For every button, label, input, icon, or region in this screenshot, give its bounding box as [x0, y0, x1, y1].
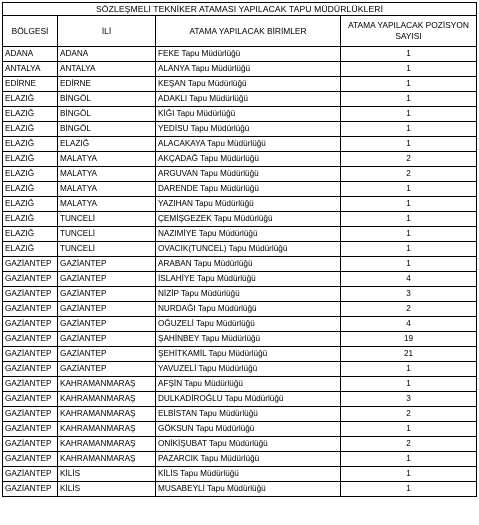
- cell-count: 1: [341, 362, 477, 377]
- cell-unit: KİĞI Tapu Müdürlüğü: [156, 107, 341, 122]
- cell-count: 2: [341, 302, 477, 317]
- cell-region: ELAZIĞ: [3, 167, 58, 182]
- cell-unit: ARABAN Tapu Müdürlüğü: [156, 257, 341, 272]
- cell-region: GAZİANTEP: [3, 392, 58, 407]
- table-row: [3, 227, 477, 242]
- cell-unit: ADAKLI Tapu Müdürlüğü: [156, 92, 341, 107]
- cell-city: KİLİS: [58, 482, 156, 497]
- table-row: [3, 137, 477, 152]
- cell-count: 21: [341, 347, 477, 362]
- cell-city: ADANA: [58, 47, 156, 62]
- table-row: [3, 317, 477, 332]
- table-row: [3, 122, 477, 137]
- cell-region: GAZİANTEP: [3, 257, 58, 272]
- table-row: [3, 182, 477, 197]
- cell-region: GAZİANTEP: [3, 377, 58, 392]
- cell-region: GAZİANTEP: [3, 347, 58, 362]
- cell-city: EDİRNE: [58, 77, 156, 92]
- cell-region: GAZİANTEP: [3, 272, 58, 287]
- cell-city: GAZİANTEP: [58, 272, 156, 287]
- cell-city: GAZİANTEP: [58, 332, 156, 347]
- cell-count: 1: [341, 212, 477, 227]
- cell-unit: YAZIHAN Tapu Müdürlüğü: [156, 197, 341, 212]
- cell-city: KAHRAMANMARAŞ: [58, 407, 156, 422]
- cell-count: 1: [341, 62, 477, 77]
- cell-region: ELAZIĞ: [3, 242, 58, 257]
- table-body: [3, 47, 477, 497]
- cell-region: ELAZIĞ: [3, 227, 58, 242]
- cell-count: 1: [341, 92, 477, 107]
- cell-unit: GÖKSUN Tapu Müdürlüğü: [156, 422, 341, 437]
- column-header-region: BÖLGESİ: [3, 16, 58, 47]
- cell-unit: NİZİP Tapu Müdürlüğü: [156, 287, 341, 302]
- cell-region: ELAZIĞ: [3, 182, 58, 197]
- cell-unit: ARGUVAN Tapu Müdürlüğü: [156, 167, 341, 182]
- table-row: [3, 197, 477, 212]
- cell-city: TUNCELİ: [58, 212, 156, 227]
- cell-unit: ONİKİŞUBAT Tapu Müdürlüğü: [156, 437, 341, 452]
- cell-count: 1: [341, 467, 477, 482]
- cell-city: MALATYA: [58, 197, 156, 212]
- cell-count: 1: [341, 197, 477, 212]
- assignment-table: [2, 2, 477, 497]
- table-row: [3, 347, 477, 362]
- table-row: [3, 62, 477, 77]
- cell-city: MALATYA: [58, 167, 156, 182]
- cell-unit: KİLİS Tapu Müdürlüğü: [156, 467, 341, 482]
- cell-city: GAZİANTEP: [58, 287, 156, 302]
- cell-unit: YAVUZELİ Tapu Müdürlüğü: [156, 362, 341, 377]
- cell-region: GAZİANTEP: [3, 302, 58, 317]
- table-row: [3, 482, 477, 497]
- cell-city: GAZİANTEP: [58, 257, 156, 272]
- cell-city: KAHRAMANMARAŞ: [58, 437, 156, 452]
- column-header-city: İLİ: [58, 16, 156, 47]
- cell-unit: ŞEHİTKAMİL Tapu Müdürlüğü: [156, 347, 341, 362]
- cell-count: 1: [341, 452, 477, 467]
- table-row: [3, 377, 477, 392]
- cell-region: ANTALYA: [3, 62, 58, 77]
- cell-unit: MUSABEYLİ Tapu Müdürlüğü: [156, 482, 341, 497]
- cell-count: 2: [341, 167, 477, 182]
- cell-city: BİNGÖL: [58, 92, 156, 107]
- cell-unit: OĞUZELİ Tapu Müdürlüğü: [156, 317, 341, 332]
- table-row: [3, 92, 477, 107]
- cell-city: MALATYA: [58, 182, 156, 197]
- table-row: [3, 107, 477, 122]
- cell-count: 1: [341, 182, 477, 197]
- cell-unit: DARENDE Tapu Müdürlüğü: [156, 182, 341, 197]
- table-row: [3, 332, 477, 347]
- cell-count: 1: [341, 242, 477, 257]
- table-row: [3, 452, 477, 467]
- cell-region: GAZİANTEP: [3, 422, 58, 437]
- cell-region: GAZİANTEP: [3, 407, 58, 422]
- cell-region: ELAZIĞ: [3, 122, 58, 137]
- cell-city: GAZİANTEP: [58, 317, 156, 332]
- table-row: [3, 407, 477, 422]
- cell-unit: AKÇADAĞ Tapu Müdürlüğü: [156, 152, 341, 167]
- cell-count: 1: [341, 227, 477, 242]
- cell-city: GAZİANTEP: [58, 302, 156, 317]
- cell-unit: ŞAHİNBEY Tapu Müdürlüğü: [156, 332, 341, 347]
- cell-city: GAZİANTEP: [58, 362, 156, 377]
- column-header-unit: ATAMA YAPILACAK BİRİMLER: [156, 16, 341, 47]
- table-row: [3, 287, 477, 302]
- cell-count: 1: [341, 257, 477, 272]
- table-row: [3, 167, 477, 182]
- table-row: [3, 362, 477, 377]
- cell-count: 1: [341, 107, 477, 122]
- cell-city: BİNGÖL: [58, 122, 156, 137]
- cell-city: KİLİS: [58, 467, 156, 482]
- cell-unit: ELBİSTAN Tapu Müdürlüğü: [156, 407, 341, 422]
- table-row: [3, 242, 477, 257]
- cell-count: 1: [341, 377, 477, 392]
- cell-unit: ALACAKAYA Tapu Müdürlüğü: [156, 137, 341, 152]
- cell-count: 2: [341, 152, 477, 167]
- cell-unit: AFŞİN Tapu Müdürlüğü: [156, 377, 341, 392]
- cell-city: KAHRAMANMARAŞ: [58, 377, 156, 392]
- cell-count: 1: [341, 47, 477, 62]
- cell-unit: PAZARCIK Tapu Müdürlüğü: [156, 452, 341, 467]
- cell-region: GAZİANTEP: [3, 467, 58, 482]
- cell-count: 19: [341, 332, 477, 347]
- cell-region: ADANA: [3, 47, 58, 62]
- cell-count: 1: [341, 77, 477, 92]
- cell-region: ELAZIĞ: [3, 137, 58, 152]
- column-header-count: ATAMA YAPILACAK POZİSYON SAYISI: [341, 16, 477, 47]
- table-row: [3, 272, 477, 287]
- cell-count: 3: [341, 392, 477, 407]
- cell-region: ELAZIĞ: [3, 152, 58, 167]
- table-row: [3, 257, 477, 272]
- table-row: [3, 467, 477, 482]
- cell-unit: ALANYA Tapu Müdürlüğü: [156, 62, 341, 77]
- cell-region: GAZİANTEP: [3, 362, 58, 377]
- table-row: [3, 392, 477, 407]
- cell-count: 4: [341, 272, 477, 287]
- cell-unit: DULKADİROĞLU Tapu Müdürlüğü: [156, 392, 341, 407]
- cell-city: GAZİANTEP: [58, 347, 156, 362]
- table-row: [3, 77, 477, 92]
- table-title-row: [3, 3, 477, 16]
- cell-city: MALATYA: [58, 152, 156, 167]
- table-row: [3, 152, 477, 167]
- cell-region: GAZİANTEP: [3, 332, 58, 347]
- table-row: [3, 212, 477, 227]
- cell-region: ELAZIĞ: [3, 197, 58, 212]
- cell-city: BİNGÖL: [58, 107, 156, 122]
- cell-count: 1: [341, 422, 477, 437]
- cell-region: ELAZIĞ: [3, 92, 58, 107]
- cell-count: 2: [341, 437, 477, 452]
- cell-count: 1: [341, 122, 477, 137]
- table-title: SÖZLEŞMELİ TEKNİKER ATAMASI YAPILACAK TAPU MÜDÜRLÜKLERİ: [3, 3, 477, 16]
- table-row: [3, 422, 477, 437]
- cell-city: KAHRAMANMARAŞ: [58, 452, 156, 467]
- table-header-row: [3, 16, 477, 47]
- cell-count: 2: [341, 407, 477, 422]
- cell-count: 3: [341, 287, 477, 302]
- cell-city: ELAZIĞ: [58, 137, 156, 152]
- cell-unit: KEŞAN Tapu Müdürlüğü: [156, 77, 341, 92]
- cell-unit: NURDAĞI Tapu Müdürlüğü: [156, 302, 341, 317]
- cell-region: GAZİANTEP: [3, 317, 58, 332]
- table-row: [3, 47, 477, 62]
- cell-city: KAHRAMANMARAŞ: [58, 422, 156, 437]
- cell-city: ANTALYA: [58, 62, 156, 77]
- cell-region: ELAZIĞ: [3, 212, 58, 227]
- cell-unit: İSLAHİYE Tapu Müdürlüğü: [156, 272, 341, 287]
- cell-count: 1: [341, 137, 477, 152]
- cell-city: KAHRAMANMARAŞ: [58, 392, 156, 407]
- cell-unit: ÇEMİŞGEZEK Tapu Müdürlüğü: [156, 212, 341, 227]
- cell-count: 1: [341, 482, 477, 497]
- cell-region: GAZİANTEP: [3, 482, 58, 497]
- cell-unit: NAZIMİYE Tapu Müdürlüğü: [156, 227, 341, 242]
- cell-count: 4: [341, 317, 477, 332]
- cell-city: TUNCELİ: [58, 242, 156, 257]
- cell-region: GAZİANTEP: [3, 287, 58, 302]
- table-row: [3, 302, 477, 317]
- cell-unit: YEDİSU Tapu Müdürlüğü: [156, 122, 341, 137]
- cell-unit: OVACIK(TUNCEL) Tapu Müdürlüğü: [156, 242, 341, 257]
- cell-city: TUNCELİ: [58, 227, 156, 242]
- cell-region: ELAZIĞ: [3, 107, 58, 122]
- cell-region: GAZİANTEP: [3, 452, 58, 467]
- table-row: [3, 437, 477, 452]
- cell-region: EDİRNE: [3, 77, 58, 92]
- cell-unit: FEKE Tapu Müdürlüğü: [156, 47, 341, 62]
- cell-region: GAZİANTEP: [3, 437, 58, 452]
